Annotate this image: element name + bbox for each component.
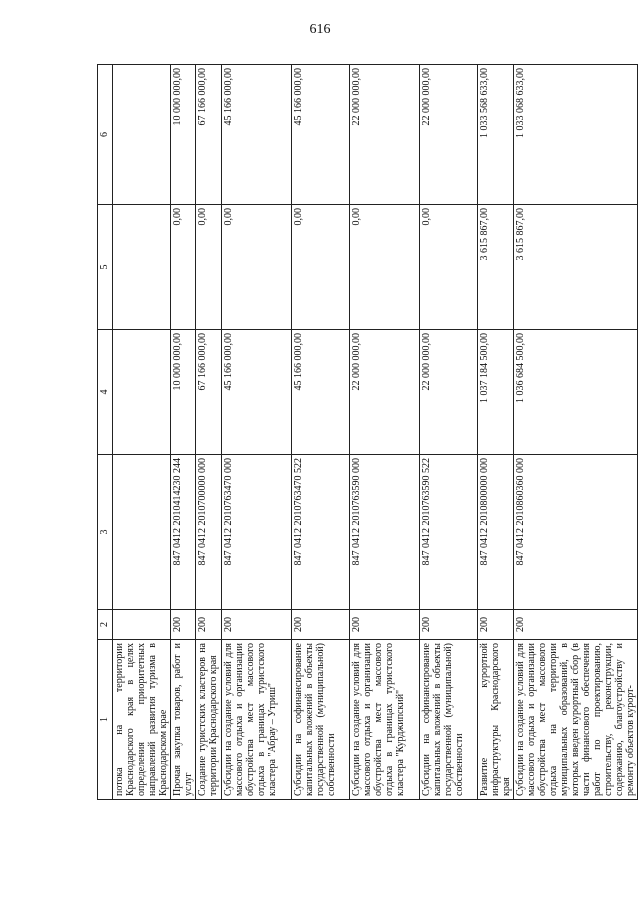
header-cell: 5 (98, 205, 113, 330)
row-total: 45 166 000,00 (292, 65, 350, 205)
row-total: 1 033 568 633,00 (478, 65, 514, 205)
table-row (171, 65, 196, 800)
row-description: Создание туристских кластеров на территории Краснодарского края (196, 640, 222, 800)
row-change (113, 205, 171, 330)
row-total (113, 65, 171, 205)
row-total: 22 000 000,00 (420, 65, 478, 205)
row-change: 3 615 867,00 (478, 205, 514, 330)
row-code: 200 (350, 610, 420, 640)
row-classification (113, 455, 171, 610)
row-code (113, 610, 171, 640)
row-change: 3 615 867,00 (514, 205, 638, 330)
table-row (420, 65, 478, 800)
table-row (113, 65, 171, 800)
header-cell: 3 (98, 455, 113, 610)
table-row (514, 65, 638, 800)
row-change: 0,00 (171, 205, 196, 330)
header-cell: 1 (98, 640, 113, 800)
page-number: 616 (309, 22, 331, 37)
row-code: 200 (478, 610, 514, 640)
row-classification: 847 0412 2010860360 000 (514, 455, 638, 610)
row-amount: 1 037 184 500,00 (478, 330, 514, 455)
row-total: 22 000 000,00 (350, 65, 420, 205)
row-description: Прочая закупка товаров, работ и услуг (171, 640, 196, 800)
row-classification: 847 0412 2010763470 522 (292, 455, 350, 610)
row-description: Субсидии на создание условий для массового отдыха и организации обустройства мест массового отдыха в границах туристского кластера "Курджипский" (350, 640, 420, 800)
row-change: 0,00 (350, 205, 420, 330)
table-row (196, 65, 222, 800)
row-code: 200 (222, 610, 292, 640)
row-total: 10 000 000,00 (171, 65, 196, 205)
row-code: 200 (292, 610, 350, 640)
table-row (292, 65, 350, 800)
row-classification: 847 0412 2010763470 000 (222, 455, 292, 610)
row-code: 200 (196, 610, 222, 640)
row-description: Субсидии на создание условий для массового отдыха и организации обустройства мест массового отдыха в границах туристского кластера "Абрау – Утриш" (222, 640, 292, 800)
row-total: 45 166 000,00 (222, 65, 292, 205)
table-row (478, 65, 514, 800)
row-code: 200 (171, 610, 196, 640)
row-code: 200 (514, 610, 638, 640)
row-code: 200 (420, 610, 478, 640)
row-amount: 45 166 000,00 (292, 330, 350, 455)
rotated-table-wrapper (97, 65, 636, 800)
table-row (350, 65, 420, 800)
row-amount (113, 330, 171, 455)
row-classification: 847 0412 2010800000 000 (478, 455, 514, 610)
row-description: Развитие курортной инфраструктуры Краснодарского края (478, 640, 514, 800)
table-row (222, 65, 292, 800)
row-change: 0,00 (420, 205, 478, 330)
row-total: 1 033 068 633,00 (514, 65, 638, 205)
table-header-row (98, 65, 113, 800)
row-classification: 847 0412 2010700000 000 (196, 455, 222, 610)
budget-table (97, 64, 638, 800)
row-amount: 10 000 000,00 (171, 330, 196, 455)
row-description: Субсидии на софинансирование капитальных вложений в объекты государственной (муниципальной) собственности (292, 640, 350, 800)
header-cell: 6 (98, 65, 113, 205)
row-amount: 1 036 684 500,00 (514, 330, 638, 455)
row-classification: 847 0412 2010763590 000 (350, 455, 420, 610)
header-cell: 2 (98, 610, 113, 640)
row-change: 0,00 (292, 205, 350, 330)
row-description: потока на территории Краснодарского края в целях определения приоритетных направлений развития туризма в Краснодарском крае (113, 640, 171, 800)
row-classification: 847 0412 2010414230 244 (171, 455, 196, 610)
row-total: 67 166 000,00 (196, 65, 222, 205)
row-change: 0,00 (196, 205, 222, 330)
header-cell: 4 (98, 330, 113, 455)
row-amount: 22 000 000,00 (420, 330, 478, 455)
row-amount: 45 166 000,00 (222, 330, 292, 455)
row-change: 0,00 (222, 205, 292, 330)
row-description: Субсидии на создание условий для массового отдыха и организации обустройства мест массового отдыха на территории муниципальных образований, в которых введен курортный сбор (в части финансового обеспечения работ по проектированию, строительству, реконструкции, содержанию, благоустройству и ремонту объектов курорт- (514, 640, 638, 800)
row-amount: 67 166 000,00 (196, 330, 222, 455)
row-amount: 22 000 000,00 (350, 330, 420, 455)
row-description: Субсидии на софинансирование капитальных вложений в объекты государственной (муниципальной) собственности (420, 640, 478, 800)
row-classification: 847 0412 2010763590 522 (420, 455, 478, 610)
